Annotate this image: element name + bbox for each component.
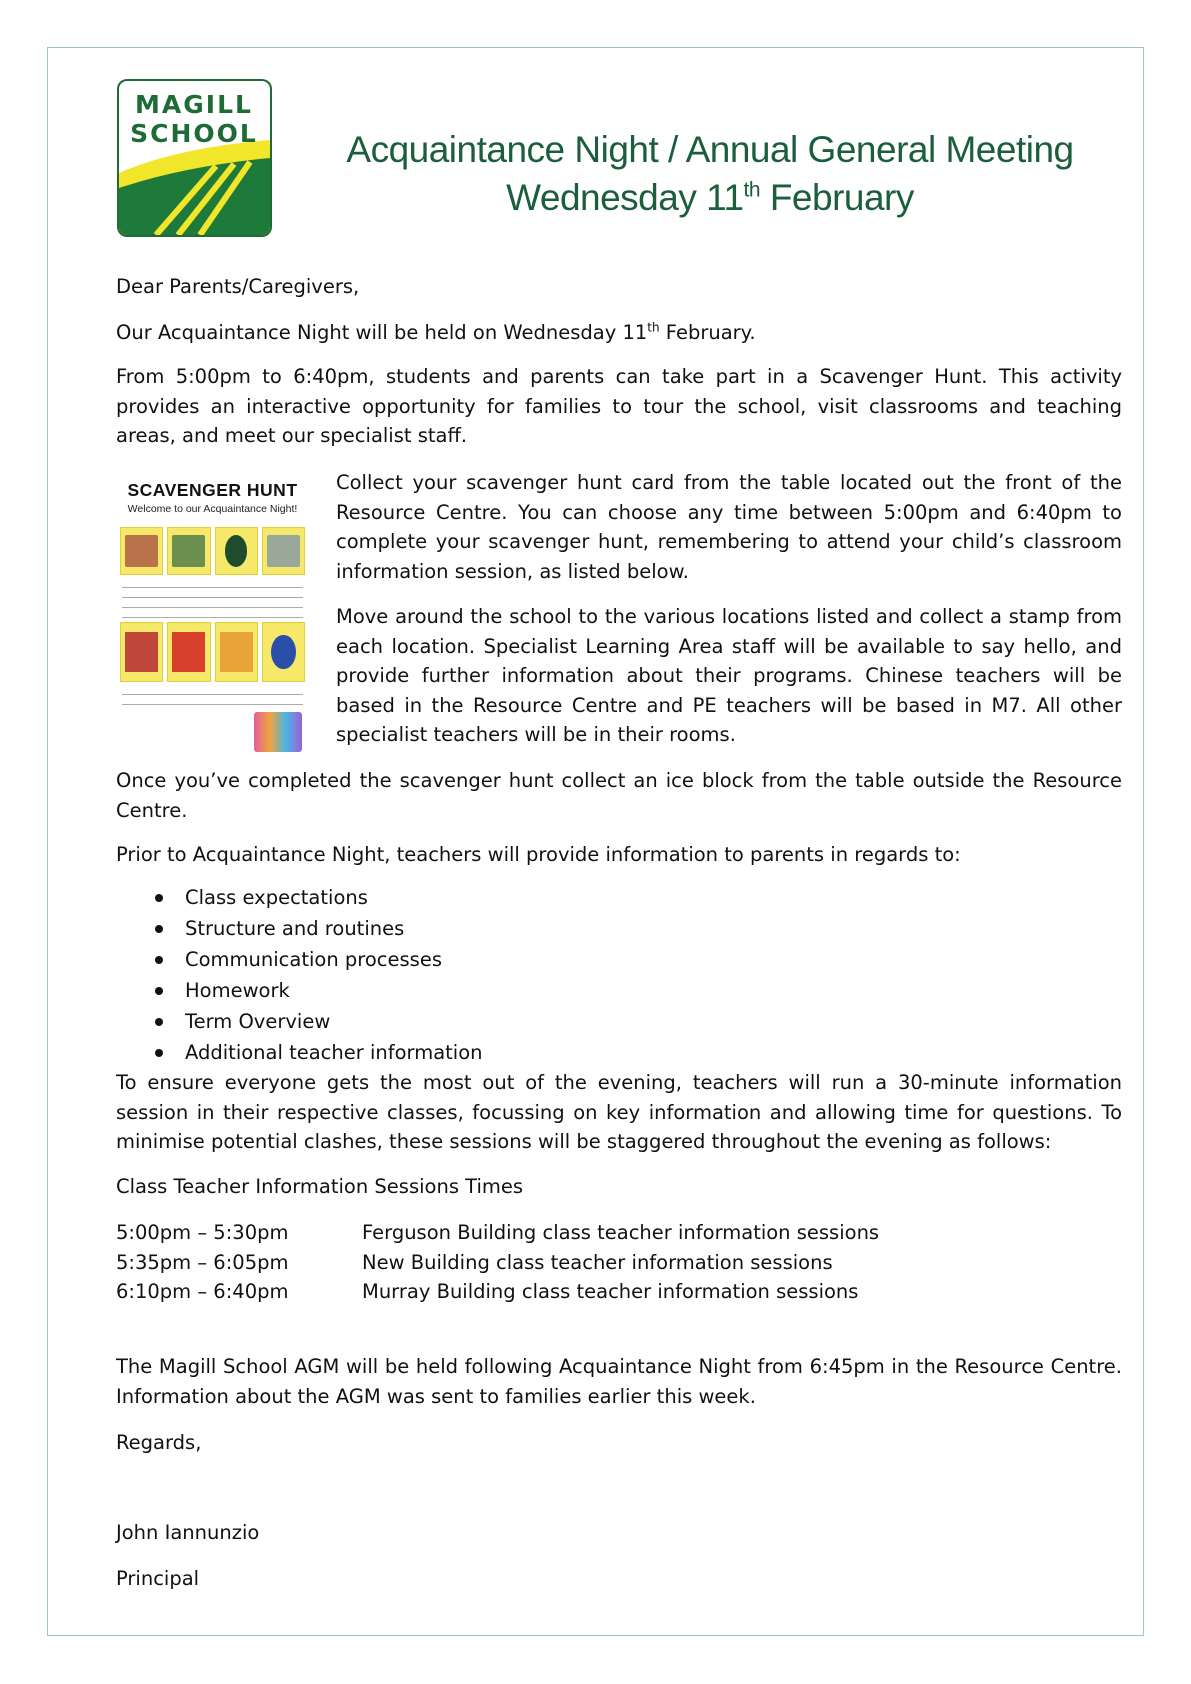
page-title (330, 126, 1090, 222)
card-write-lines-2 (122, 686, 303, 705)
logo-line1: MAGILL (135, 90, 253, 119)
schedule-row: 5:00pm – 5:30pm Ferguson Building class teacher information sessions (116, 1221, 880, 1244)
card-tile (120, 527, 163, 575)
sessions-schedule (116, 1218, 879, 1307)
signatory-role: Principal (116, 1567, 200, 1590)
card-subheading: Welcome to our Acquaintance Night! (127, 503, 298, 515)
agm-paragraph: The Magill School AGM will be held following Acquaintance Night from 6:45pm in the Resource Centre. Information about the AGM was sent to families earlier this week. (116, 1355, 1122, 1408)
card-tile (120, 622, 163, 682)
card-heading: SCAVENGER HUNT (127, 480, 298, 500)
move-paragraph: Move around the school to the various locations listed and collect a stamp from each location. Specialist Learning Area staff will be available to say hello, and provide further information about their programs. Chinese teachers will be based in the Resource Centre and PE teachers will be based in M7. All other specialist teachers will be in their rooms. (336, 605, 1122, 746)
card-tile (262, 527, 305, 575)
signatory-name: John Iannunzio (116, 1521, 260, 1544)
list-item: Structure and routines (155, 913, 483, 944)
list-item: Homework (155, 975, 483, 1006)
regards: Regards, (116, 1431, 202, 1454)
list-item: Communication processes (155, 944, 483, 975)
logo-line2: SCHOOL (130, 119, 258, 148)
list-item: Term Overview (155, 1006, 483, 1037)
greeting: Dear Parents/Caregivers, (116, 275, 360, 298)
card-photo-row-1 (120, 527, 305, 575)
card-fine-print (120, 517, 305, 523)
card-tile (215, 527, 258, 575)
card-photo-row-2 (120, 622, 305, 682)
list-item: Additional teacher information (155, 1037, 483, 1068)
ice-block-paragraph: Once you’ve completed the scavenger hunt collect an ice block from the table outside the Resource Centre. (116, 769, 1122, 822)
hunt-paragraph: From 5:00pm to 6:40pm, students and parents can take part in a Scavenger Hunt. This activity provides an interactive opportunity for families to tour the school, visit classrooms and teaching areas, and meet our specialist staff. (116, 365, 1122, 447)
card-write-lines (122, 579, 303, 618)
list-item: Class expectations (155, 882, 483, 913)
info-bullet-list (155, 882, 483, 1068)
prior-paragraph: Prior to Acquaintance Night, teachers will provide information to parents in regards to: (116, 843, 961, 866)
title-line-1: Acquaintance Night / Annual General Meeting (346, 129, 1074, 170)
title-line-2: Wednesday 11th February (506, 177, 914, 218)
schedule-row: 5:35pm – 6:05pm New Building class teacher information sessions (116, 1250, 833, 1274)
intro-paragraph: Our Acquaintance Night will be held on Wednesday 11th February. (116, 320, 756, 344)
schedule-row: 6:10pm – 6:40pm Murray Building class teacher information sessions (116, 1280, 859, 1303)
card-tile (262, 622, 305, 682)
scavenger-hunt-card-image (116, 468, 309, 758)
card-icecream-image (254, 712, 302, 752)
sessions-title: Class Teacher Information Sessions Times (116, 1175, 524, 1198)
magill-school-logo (116, 78, 273, 238)
collect-paragraph: Collect your scavenger hunt card from the table located out the front of the Resource Centre. You can choose any time between 5:00pm and 6:40pm to complete your scavenger hunt, remembering to attend your child’s classroom information session, as listed below. (336, 471, 1122, 583)
card-tile (167, 527, 210, 575)
card-tile (215, 622, 258, 682)
card-tile (167, 622, 210, 682)
ensure-paragraph: To ensure everyone gets the most out of the evening, teachers will run a 30-minute information session in their respective classes, focussing on key information and allowing time for questions. To minimise potential clashes, these sessions will be staggered throughout the evening as follows: (116, 1071, 1122, 1153)
